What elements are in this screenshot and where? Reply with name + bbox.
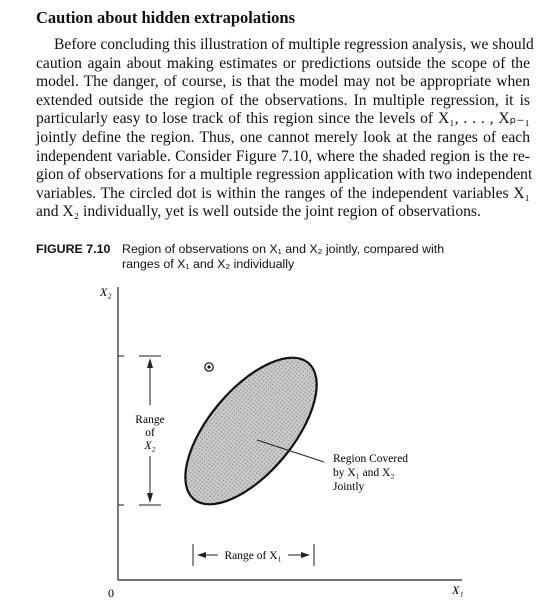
y-axis-label: X₂ <box>100 285 112 299</box>
range-x2-label-line1: Range <box>135 414 165 426</box>
range-x1-label: Range of X₁ <box>224 550 282 562</box>
paragraph-line: independent variable. Consider Figure 7.10, where the shaded region is the re- <box>36 147 530 165</box>
figure-number: FIGURE 7.10 <box>36 242 111 256</box>
x-axis-label: X₁ <box>452 583 464 597</box>
range-x2-down-arrow <box>147 493 153 503</box>
joint-region-ellipse <box>162 336 341 526</box>
range-x1-right-arrow <box>301 552 310 558</box>
paragraph-line: model. The danger, of course, is that the model may not be appropriate when <box>36 73 530 91</box>
range-x2-up-arrow <box>147 358 153 368</box>
paragraph-line: extended outside the region of the observations. In multiple regression, it is <box>36 91 530 109</box>
range-x1-left-arrow <box>197 552 206 558</box>
region-label-line3: Jointly <box>333 481 365 493</box>
region-label-line1: Region Covered <box>333 453 409 465</box>
origin-label: 0 <box>108 586 114 600</box>
paragraph-line: Before concluding this illustration of multiple regression analysis, we should <box>54 36 534 53</box>
section-heading: Caution about hidden extrapolations <box>36 8 296 27</box>
paragraph-line: caution again about making estimates or predictions outside the scope of the <box>36 54 530 72</box>
paragraph-line: jointly define the region. Thus, one cannot merely look at the ranges of each <box>36 128 530 146</box>
caption-line: ranges of X₁ and X₂ individually <box>122 257 295 271</box>
circled-dot-center <box>207 365 210 368</box>
caption-line: Region of observations on X₁ and X₂ jointly, compared with <box>122 242 445 256</box>
paragraph-line: variables. The circled dot is within the ranges of the independent variables X₁ <box>36 184 530 202</box>
paragraph-line: gion of observations for a multiple regression application with two independent <box>36 166 533 184</box>
paragraph-line: and X₂ individually, yet is well outside the joint region of observations. <box>36 203 481 221</box>
range-x2-label-line3: X₂ <box>144 440 156 452</box>
range-x2-label-line2: of <box>145 427 155 439</box>
paragraph-line: particularly easy to lose track of this region since the levels of X₁, . . . , Xₚ₋₁ <box>36 110 530 128</box>
region-label-line2: by X₁ and X₂ <box>333 467 395 479</box>
